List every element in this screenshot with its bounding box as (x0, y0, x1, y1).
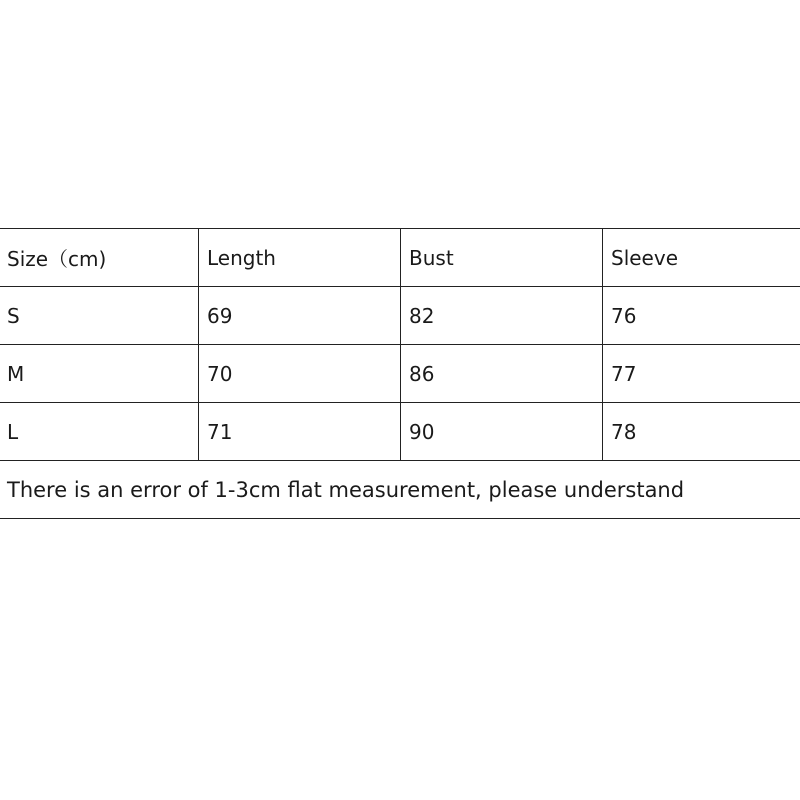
cell-size: S (0, 287, 199, 345)
header-sleeve: Sleeve (603, 229, 800, 287)
cell-length: 71 (199, 403, 401, 461)
cell-size: L (0, 403, 199, 461)
header-size: Size（cm) (0, 229, 199, 287)
cell-length: 69 (199, 287, 401, 345)
cell-length: 70 (199, 345, 401, 403)
measurement-note: There is an error of 1-3cm flat measurement, please understand (0, 461, 800, 519)
table-header-row (0, 229, 800, 287)
cell-bust: 82 (401, 287, 603, 345)
table-row (0, 345, 800, 403)
size-chart-table (0, 228, 800, 519)
cell-sleeve: 76 (603, 287, 800, 345)
table-row (0, 403, 800, 461)
cell-bust: 86 (401, 345, 603, 403)
cell-size: M (0, 345, 199, 403)
table-row (0, 287, 800, 345)
table-note-row (0, 461, 800, 519)
cell-sleeve: 77 (603, 345, 800, 403)
header-length: Length (199, 229, 401, 287)
cell-sleeve: 78 (603, 403, 800, 461)
cell-bust: 90 (401, 403, 603, 461)
header-bust: Bust (401, 229, 603, 287)
